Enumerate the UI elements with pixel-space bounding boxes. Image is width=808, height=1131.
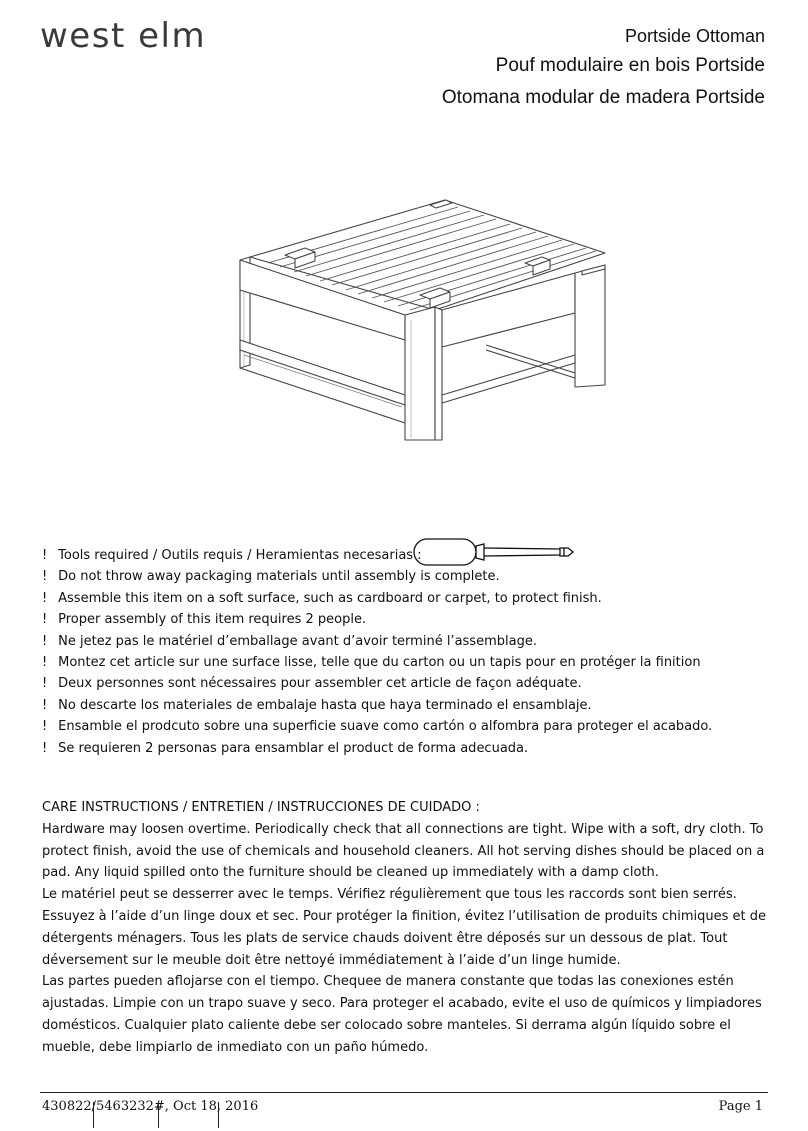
care-instructions xyxy=(42,797,772,1059)
title-english: Portside Ottoman xyxy=(624,26,765,46)
west-elm-logo: west elm xyxy=(40,16,207,56)
footer-tick-mark xyxy=(218,1102,219,1128)
ottoman-drawing xyxy=(230,195,620,450)
warning-item: ! Montez cet article sur une surface lisse, telle que du carton ou un tapis pour en protéger la finition xyxy=(42,655,701,671)
title-spanish: Otomana modular de madera Portside xyxy=(441,87,765,108)
warning-item: ! Ensamble el prodcuto sobre una superficie suave como cartón o alfombra para proteger el acabado. xyxy=(42,719,713,735)
footer-tick-mark xyxy=(158,1102,159,1128)
warning-item: ! Do not throw away packaging materials until assembly is complete. xyxy=(42,569,500,585)
warning-item: ! No descarte los materiales de embalaje hasta que haya terminado el ensamblaje. xyxy=(42,697,592,713)
warning-item: ! Ne jetez pas le matériel d’emballage avant d’avoir terminé l’assemblage. xyxy=(42,633,537,649)
warnings-list xyxy=(42,545,782,759)
title-french: Pouf modulaire en bois Portside xyxy=(495,55,765,76)
warning-item: ! Proper assembly of this item requires 2 people. xyxy=(42,612,367,628)
document-id: 430822/5463232#, Oct 18, 2016 xyxy=(42,1099,259,1114)
care-heading: CARE INSTRUCTIONS / ENTRETIEN / INSTRUCCIONES DE CUIDADO : xyxy=(42,800,480,815)
care-english: Hardware may loosen overtime. Periodically check that all connections are tight. Wipe with a soft, dry cloth. To protect finish, avoid the use of chemicals and household cleaners. All hot serving dishes should be placed on a pad. Any liquid spilled onto the furniture should be cleaned up immediately with a damp cloth. xyxy=(42,821,765,881)
warning-item: ! Se requieren 2 personas para ensamblar el product de forma adecuada. xyxy=(42,740,529,756)
footer-divider xyxy=(40,1092,768,1093)
title-block xyxy=(442,24,765,110)
footer-tick-mark xyxy=(93,1102,94,1128)
warning-item: ! Assemble this item on a soft surface, such as cardboard or carpet, to protect finish. xyxy=(42,590,602,606)
page-number: Page 1 xyxy=(718,1099,763,1114)
care-french: Le matériel peut se desserrer avec le temps. Vérifiez régulièrement que tous les raccords sont bien serrés. Essuyez à l’aide d’un linge doux et sec. Pour protéger la finition, évitez l’utilisation de produits chimiques et de détergents ménagers. Tous les plats de service chauds doivent être déposés sur un dessous de plat. Tout déversement sur le meuble doit être nettoyé immédiatement à l’aide d’un linge humide. xyxy=(42,887,766,968)
warning-item: ! Tools required / Outils requis / Heramientas necesarias : xyxy=(42,548,422,563)
care-spanish: Las partes pueden aflojarse con el tiempo. Chequee de manera constante que todas las conexiones estén ajustadas. Limpie con un trapo suave y seco. Para proteger el acabado, evite el uso de químicos y limpiadores domésticos. Cualquier plato caliente debe ser colocado sobre manteles. Si derrama algún líquido sobre el mueble, debe limpiarlo de inmediato con un paño húmedo. xyxy=(42,974,762,1055)
warning-item: ! Deux personnes sont nécessaires pour assembler cet article de façon adéquate. xyxy=(42,676,582,692)
